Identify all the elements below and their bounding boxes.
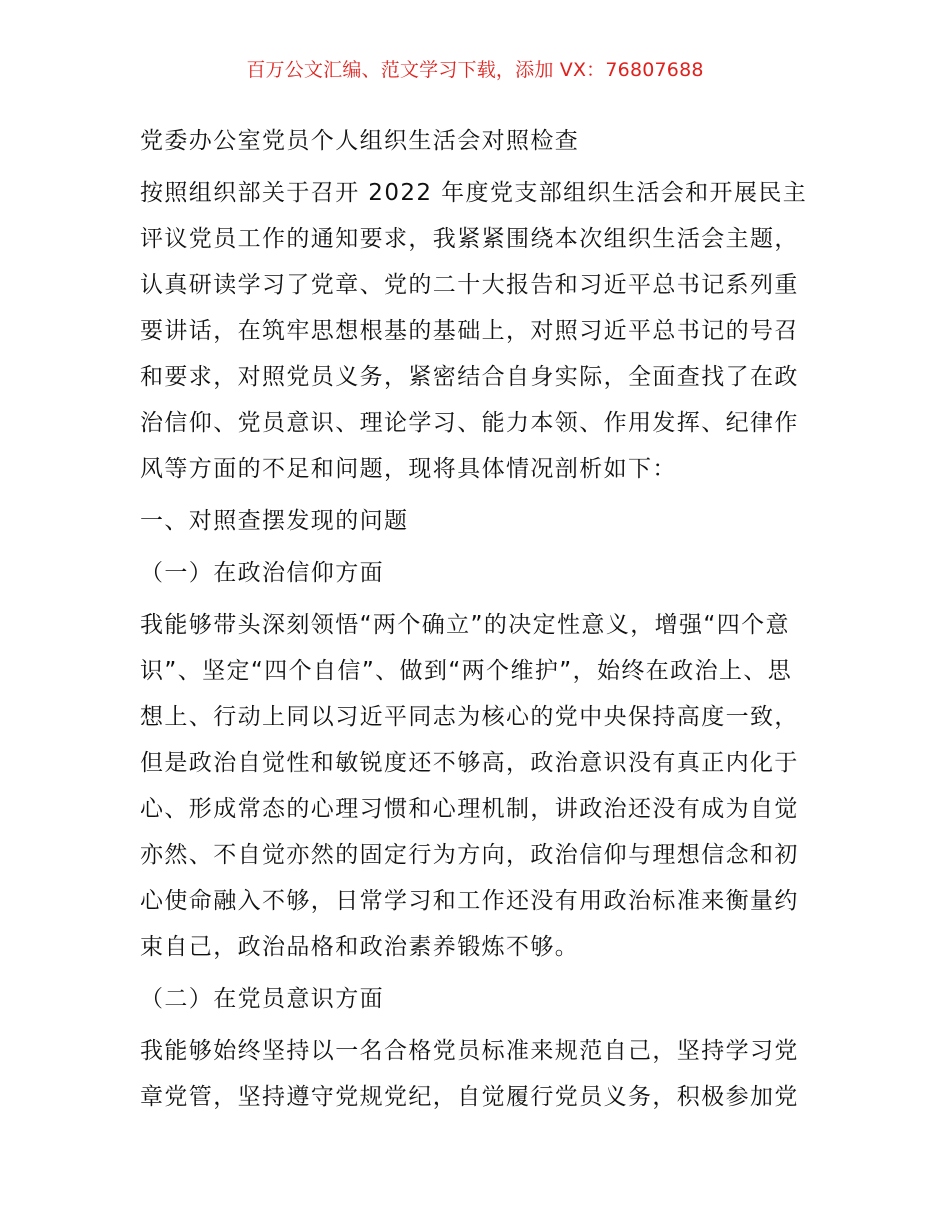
paragraph-line: 束自己，政治品格和政治素养锻炼不够。 [140,934,580,960]
paragraph-line: 想上、行动上同以习近平同志为核心的党中央保持高度一致， [140,704,799,730]
section-heading: 一、对照查摆发现的问题 [140,508,409,534]
paragraph-line: 心、形成常态的心理习惯和心理机制，讲政治还没有成为自觉 [140,796,799,822]
document-body [140,118,820,1120]
paragraph-line: 要讲话，在筑牢思想根基的基础上，对照习近平总书记的号召 [140,318,799,344]
paragraph-line: 但是政治自觉性和敏锐度还不够高，政治意识没有真正内化于 [140,750,799,776]
paragraph-line: 我能够始终坚持以一名合格党员标准来规范自己，坚持学习党 [140,1038,799,1064]
paragraph-line: 按照组织部关于召开 2022 年度党支部组织生活会和开展民主 [140,180,808,206]
paragraph-line: 我能够带头深刻领悟“两个确立”的决定性意义，增强“四个意 [140,612,790,638]
intro-paragraph [140,170,820,492]
paragraph-line: 识”、坚定“四个自信”、做到“两个维护”，始终在政治上、思 [140,658,793,684]
paragraph-line: 亦然、不自觉亦然的固定行为方向，政治信仰与理想信念和初 [140,842,799,868]
political-belief-paragraph [140,602,820,970]
paragraph-line: 治信仰、党员意识、理论学习、能力本领、作用发挥、纪律作 [140,410,799,436]
document-title: 党委办公室党员个人组织生活会对照检查 [140,128,580,154]
promo-header-note: 百万公文汇编、范文学习下载，添加 VX：76807688 [246,59,704,81]
subsection-heading: （二）在党员意识方面 [140,986,384,1012]
paragraph-line: 章党管，坚持遵守党规党纪，自觉履行党员义务，积极参加党 [140,1084,799,1110]
party-awareness-paragraph [140,1028,820,1120]
paragraph-line: 和要求，对照党员义务，紧密结合自身实际，全面查找了在政 [140,364,799,390]
subsection-heading: （一）在政治信仰方面 [140,560,384,586]
paragraph-line: 认真研读学习了党章、党的二十大报告和习近平总书记系列重 [140,272,799,298]
paragraph-line: 评议党员工作的通知要求，我紧紧围绕本次组织生活会主题， [140,226,799,252]
paragraph-line: 心使命融入不够，日常学习和工作还没有用政治标准来衡量约 [140,888,799,914]
paragraph-line: 风等方面的不足和问题，现将具体情况剖析如下： [140,456,677,482]
